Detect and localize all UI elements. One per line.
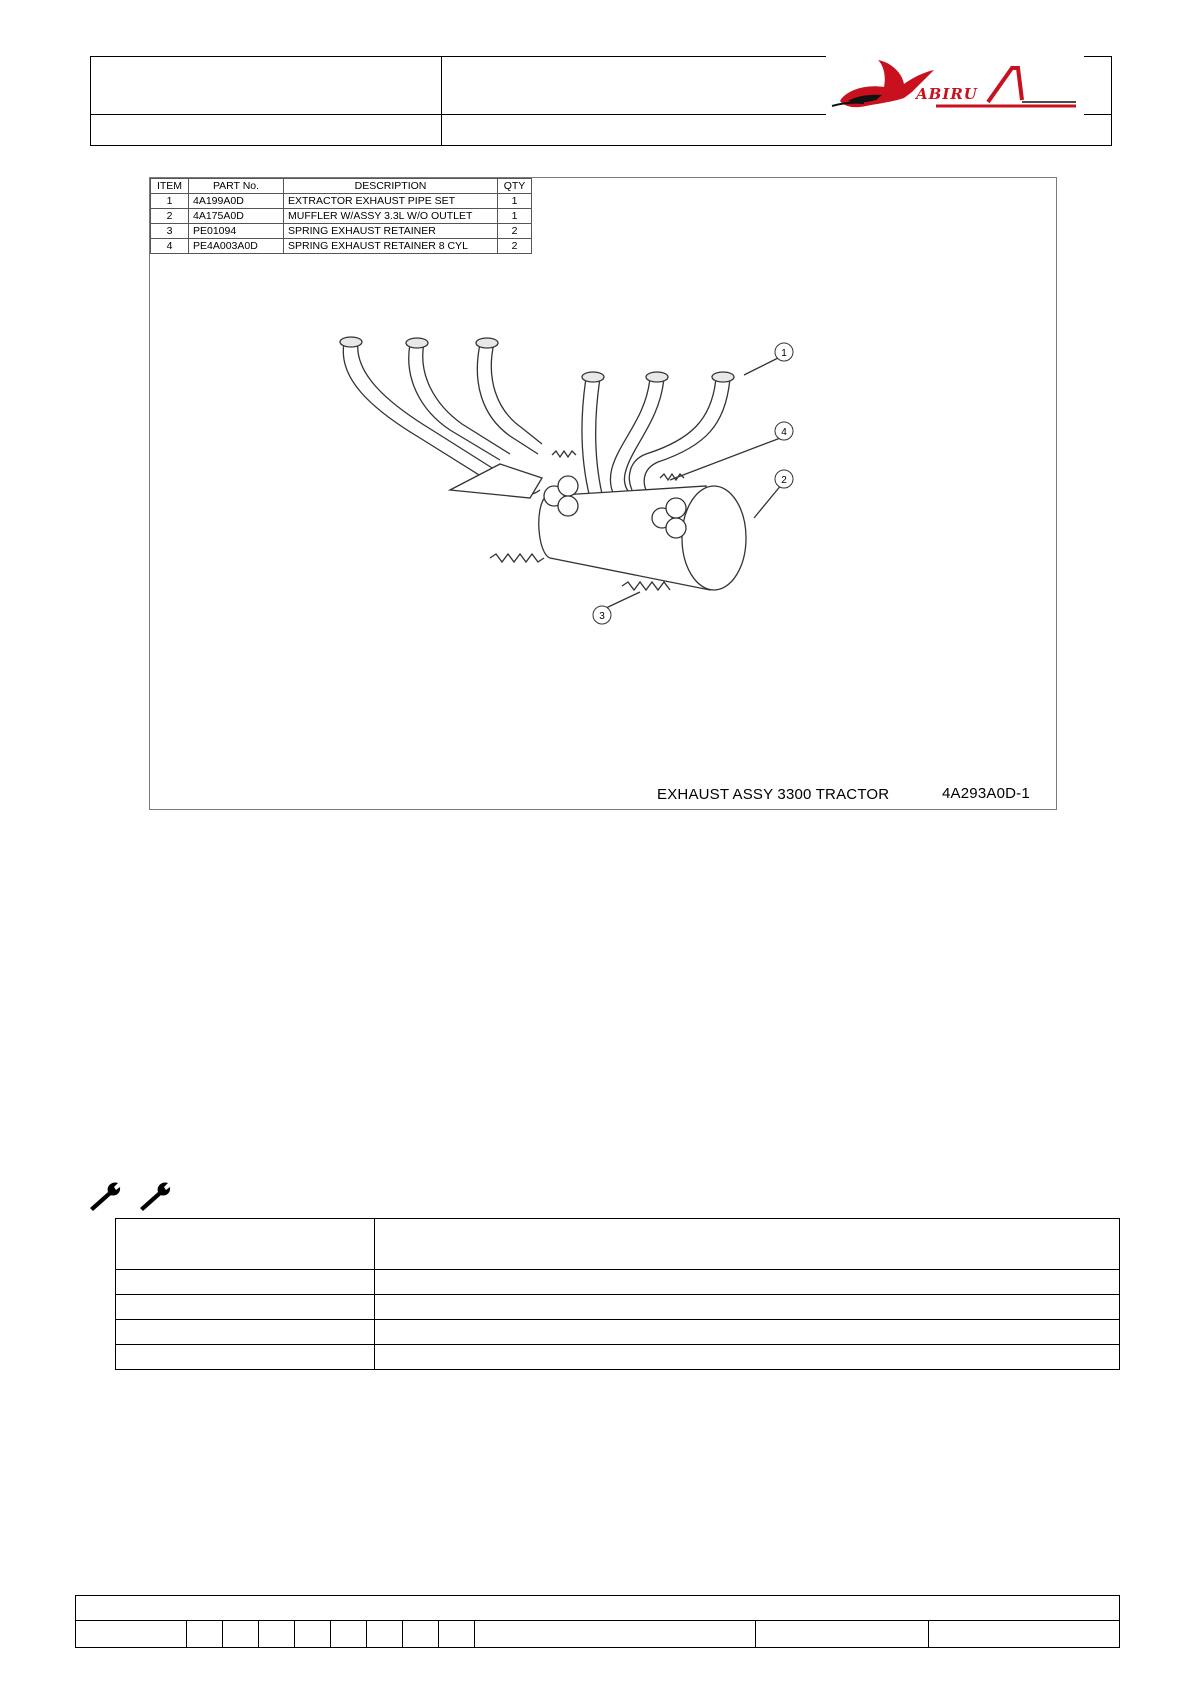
footer-table bbox=[75, 1595, 1120, 1648]
table-row bbox=[116, 1295, 1120, 1320]
bom-item: 2 bbox=[151, 209, 189, 224]
footer-cell bbox=[223, 1621, 259, 1648]
footer-cell bbox=[187, 1621, 223, 1648]
tools-icon-group bbox=[88, 1182, 184, 1212]
company-logo bbox=[826, 54, 1084, 116]
bom-qty: 1 bbox=[498, 194, 532, 209]
bom-header-description: DESCRIPTION bbox=[284, 179, 498, 194]
footer-cell bbox=[76, 1596, 1120, 1621]
bom-qty: 2 bbox=[498, 224, 532, 239]
exhaust-assembly-illustration bbox=[150, 178, 1056, 809]
tools-table bbox=[115, 1218, 1120, 1370]
tools-cell bbox=[116, 1320, 375, 1345]
drawing-title: EXHAUST ASSY 3300 TRACTOR bbox=[657, 786, 890, 803]
footer-cell bbox=[259, 1621, 295, 1648]
table-row bbox=[116, 1320, 1120, 1345]
bom-item: 1 bbox=[151, 194, 189, 209]
footer-row bbox=[76, 1596, 1120, 1621]
header-divider bbox=[441, 57, 442, 145]
tools-cell bbox=[116, 1345, 375, 1370]
footer-cell bbox=[331, 1621, 367, 1648]
footer-row bbox=[76, 1621, 1120, 1648]
bom-header-qty: QTY bbox=[498, 179, 532, 194]
bom-description: SPRING EXHAUST RETAINER bbox=[284, 224, 498, 239]
tools-cell bbox=[116, 1270, 375, 1295]
footer-cell bbox=[439, 1621, 475, 1648]
balloon-label: 2 bbox=[781, 475, 787, 486]
table-row bbox=[116, 1345, 1120, 1370]
footer-cell bbox=[756, 1621, 929, 1648]
footer-cell bbox=[929, 1621, 1120, 1648]
balloon-label: 3 bbox=[599, 611, 605, 622]
bom-description: MUFFLER W/ASSY 3.3L W/O OUTLET bbox=[284, 209, 498, 224]
drawing-number: 4A293A0D-1 bbox=[942, 785, 1030, 802]
exploded-drawing bbox=[149, 177, 1057, 810]
svg-text:ABIRU: ABIRU bbox=[916, 85, 978, 103]
tools-cell bbox=[375, 1320, 1120, 1345]
bom-header-item: ITEM bbox=[151, 179, 189, 194]
bom-item: 3 bbox=[151, 224, 189, 239]
bom-qty: 2 bbox=[498, 239, 532, 254]
bom-part-number: 4A175A0D bbox=[189, 209, 284, 224]
footer-cell bbox=[475, 1621, 756, 1648]
bom-qty: 1 bbox=[498, 209, 532, 224]
bom-description: SPRING EXHAUST RETAINER 8 CYL bbox=[284, 239, 498, 254]
bom-header-part: PART No. bbox=[189, 179, 284, 194]
tools-cell bbox=[116, 1295, 375, 1320]
tools-cell bbox=[375, 1295, 1120, 1320]
bom-part-number: PE01094 bbox=[189, 224, 284, 239]
tools-cell bbox=[375, 1219, 1120, 1270]
tools-cell bbox=[375, 1270, 1120, 1295]
table-row bbox=[116, 1219, 1120, 1270]
tools-cell bbox=[375, 1345, 1120, 1370]
balloon-label: 4 bbox=[781, 427, 787, 438]
footer-cell bbox=[403, 1621, 439, 1648]
wrench-icon bbox=[90, 1183, 120, 1211]
footer-cell bbox=[76, 1621, 187, 1648]
wrench-icon bbox=[140, 1183, 170, 1211]
bom-part-number: 4A199A0D bbox=[189, 194, 284, 209]
bom-item: 4 bbox=[151, 239, 189, 254]
bom-description: EXTRACTOR EXHAUST PIPE SET bbox=[284, 194, 498, 209]
footer-cell bbox=[367, 1621, 403, 1648]
tools-cell bbox=[116, 1219, 375, 1270]
footer-cell bbox=[295, 1621, 331, 1648]
table-row bbox=[116, 1270, 1120, 1295]
bom-part-number: PE4A003A0D bbox=[189, 239, 284, 254]
balloon-label: 1 bbox=[781, 348, 787, 359]
